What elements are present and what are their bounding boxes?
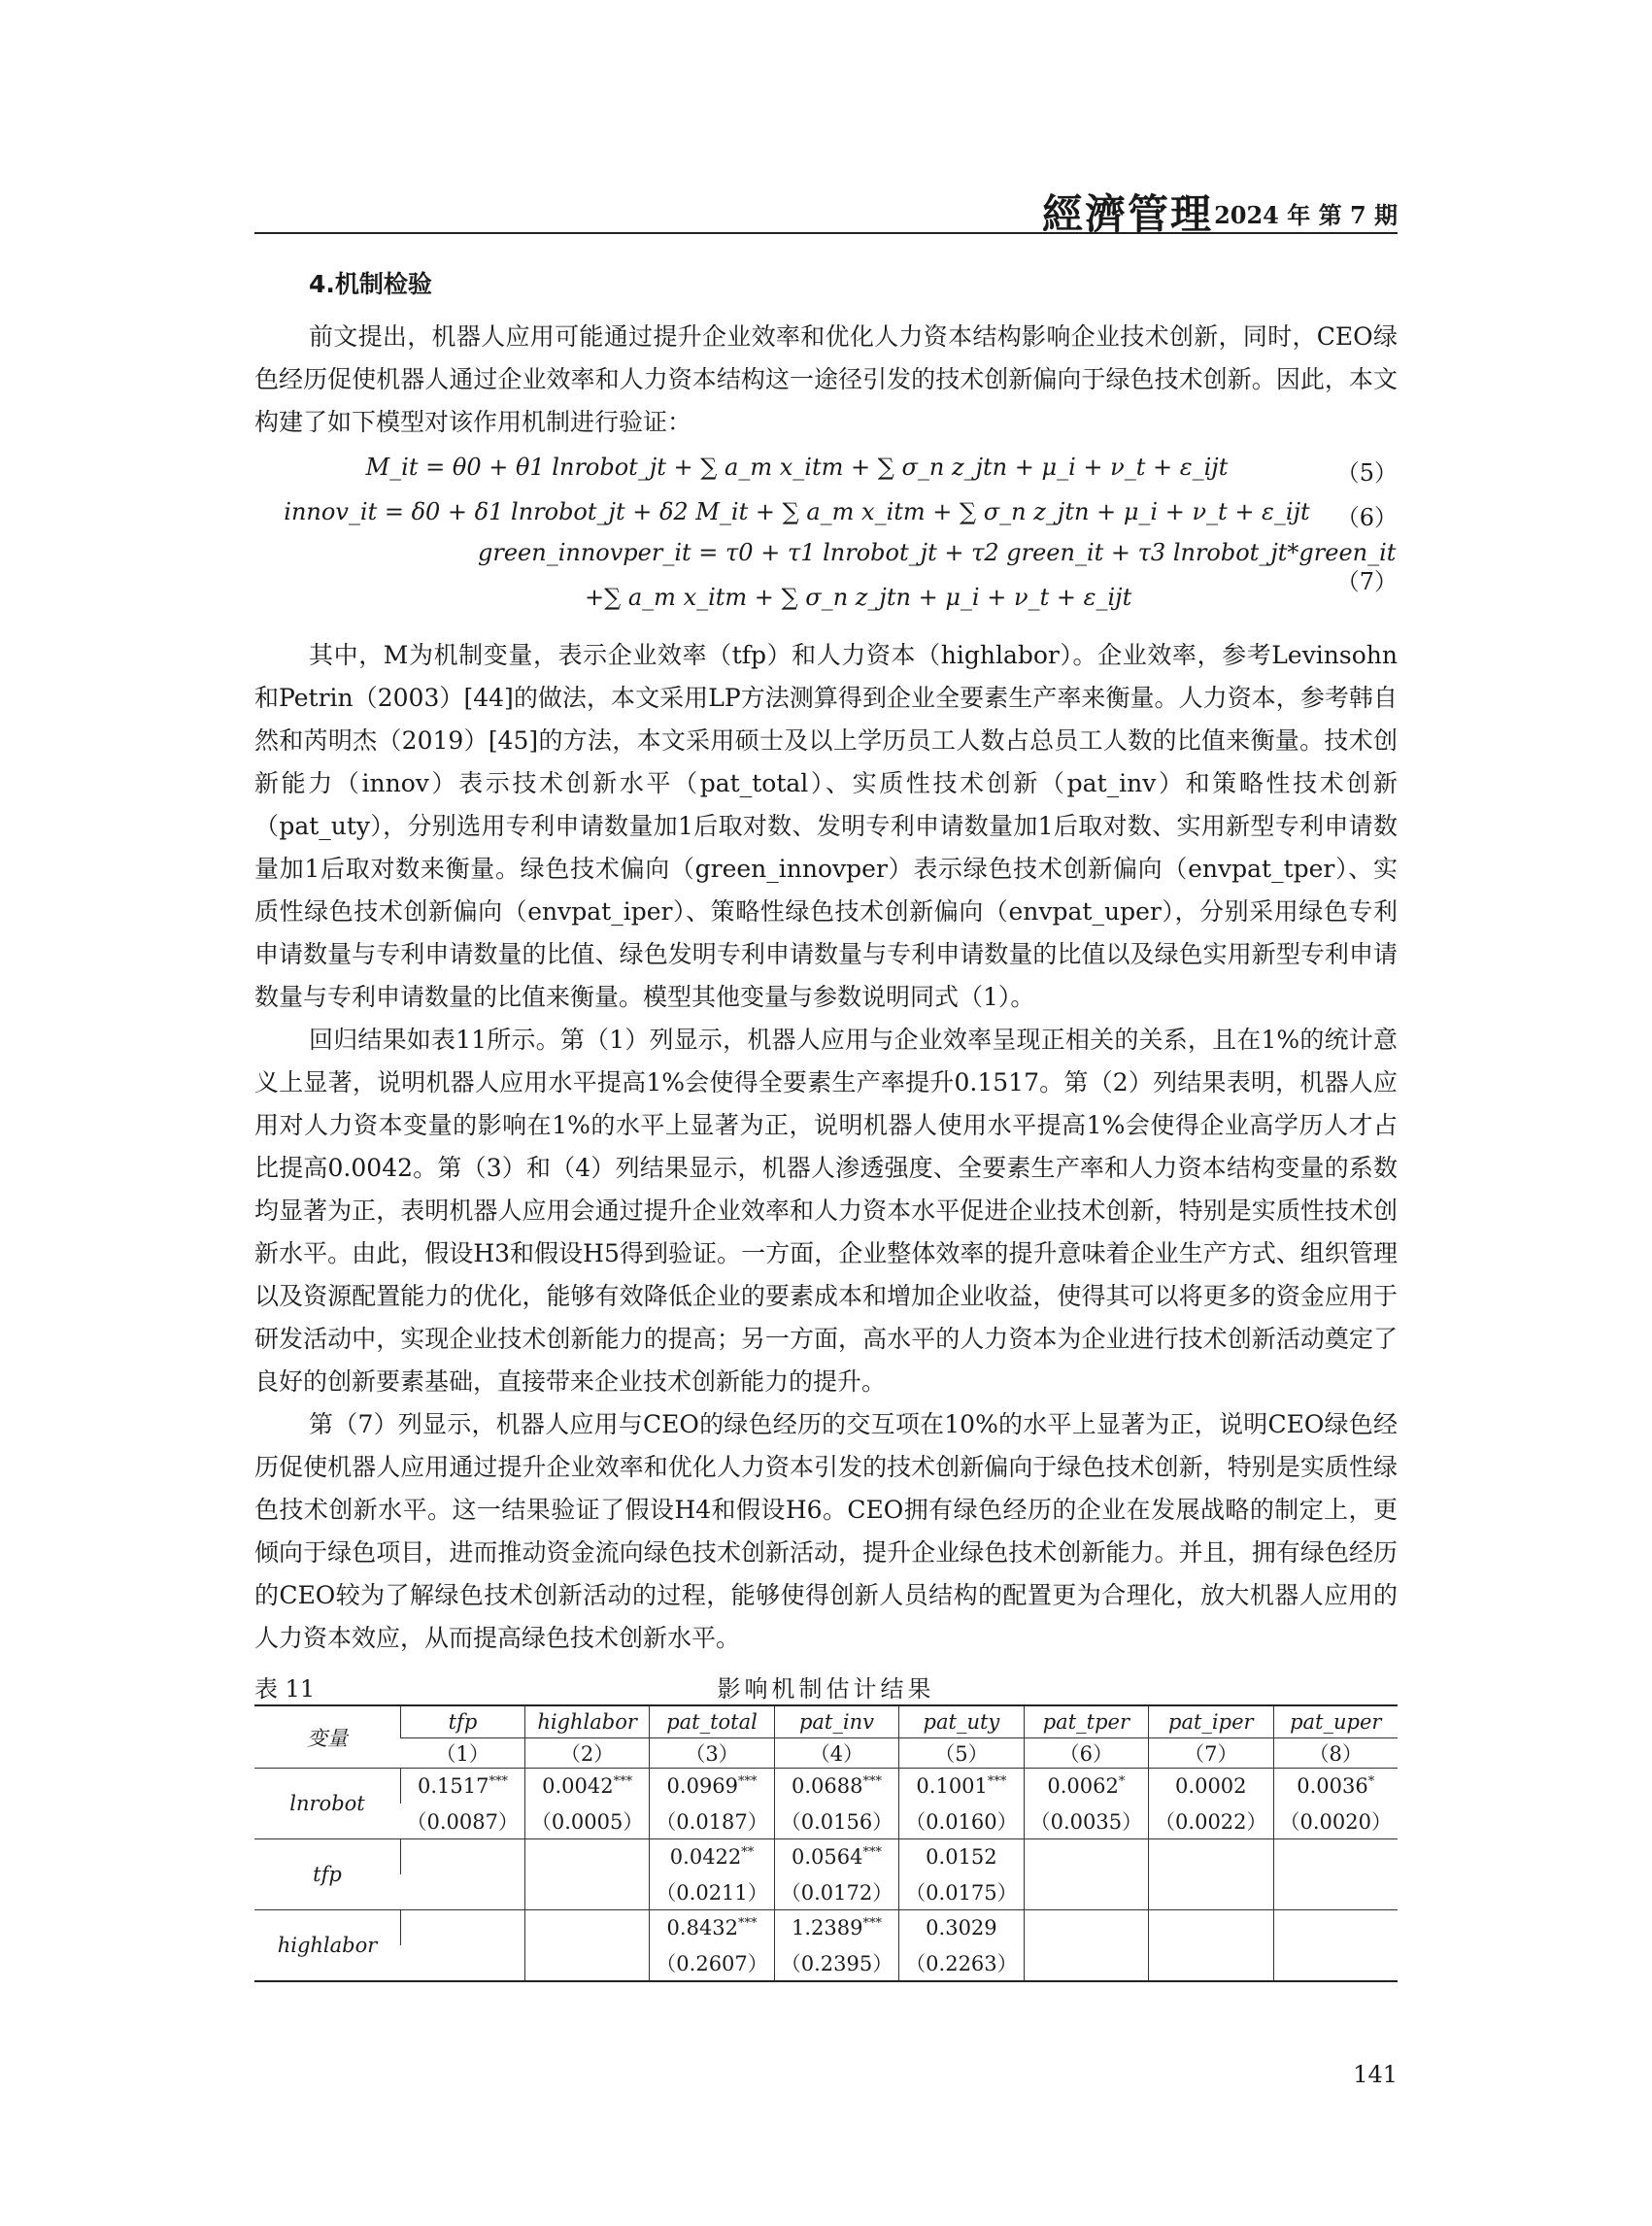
coef-cell — [1024, 1910, 1148, 1946]
coef-value: 0.0969 — [666, 1774, 739, 1798]
coef-value: 0.3029 — [926, 1916, 997, 1939]
se-cell — [1149, 1874, 1273, 1910]
coef-cell — [524, 1839, 649, 1875]
coef-value: 0.0062 — [1047, 1774, 1119, 1798]
col-number: （6） — [1024, 1738, 1148, 1769]
main-content — [254, 267, 1398, 1982]
se-cell: （0.0211） — [650, 1874, 774, 1910]
significance-stars: *** — [862, 1916, 882, 1931]
significance-stars: *** — [862, 1774, 882, 1789]
significance-stars: ** — [741, 1845, 755, 1860]
equation-6-number: （6） — [1335, 504, 1398, 531]
equations — [254, 450, 1398, 628]
journal-logo: 經濟管理 — [1041, 190, 1213, 238]
section-title: 4.机制检验 — [309, 270, 432, 298]
equation-6 — [254, 494, 1398, 539]
se-cell — [1149, 1945, 1273, 1981]
significance-stars: *** — [738, 1774, 758, 1789]
se-cell: （0.0087） — [406, 1810, 519, 1834]
equation-5 — [254, 450, 1398, 494]
se-cell — [1273, 1945, 1398, 1981]
significance-stars: *** — [613, 1774, 633, 1789]
coef-cell — [774, 1769, 898, 1804]
body-paragraph-3: 第（7）列显示，机器人应用与CEO的绿色经历的交互项在10%的水平上显著为正，说明CEO绿色经历促使机器人应用通过提升企业效率和优化人力资本引发的技术创新偏向于绿色技术创新，特别是实质性绿色技术创新水平。这一结果验证了假设H4和假设H6。CEO拥有绿色经历的企业在发展战略的制定上，更倾向于绿色项目，进而推动资金流向绿色技术创新活动，提升企业绿色技术创新能力。并且，拥有绿色经历的CEO较为了解绿色技术创新活动的过程，能够使得创新人员结构的配置更为合理化，放大机器人应用的人力资本效应，从而提高绿色技术创新水平。 — [254, 1410, 1398, 1652]
se-cell — [1024, 1945, 1148, 1981]
table-colnum-row — [254, 1738, 1398, 1769]
se-cell — [524, 1874, 649, 1910]
intro-paragraph: 前文提出，机器人应用可能通过提升企业效率和优化人力资本结构影响企业技术创新，同时，CEO绿色经历促使机器人通过企业效率和人力资本结构这一途径引发的技术创新偏向于绿色技术创新。因此，本文构建了如下模型对该作用机制进行验证： — [254, 322, 1398, 436]
col-number: （1） — [401, 1738, 525, 1769]
se-cell: （0.0187） — [650, 1804, 774, 1839]
table-caption — [254, 1666, 1398, 1704]
coef-cell — [401, 1910, 525, 1946]
table-header-row — [254, 1705, 1398, 1738]
col-header: tfp — [401, 1705, 525, 1738]
coef-cell — [524, 1769, 649, 1804]
col-header: highlabor — [524, 1705, 649, 1738]
se-cell — [524, 1945, 649, 1981]
col-number: （5） — [899, 1738, 1024, 1769]
se-cell: （0.2607） — [650, 1945, 774, 1981]
coef-cell — [1149, 1769, 1273, 1804]
row-variable: lnrobot — [254, 1769, 401, 1839]
page-number: 141 — [1353, 2061, 1398, 2088]
coef-cell — [1024, 1839, 1148, 1875]
table-row — [254, 1839, 1398, 1875]
coef-value: 1.2389 — [791, 1916, 863, 1939]
se-cell — [1273, 1874, 1398, 1910]
significance-stars: *** — [862, 1845, 882, 1860]
se-cell: （0.0160） — [899, 1804, 1024, 1839]
coef-cell — [899, 1769, 1024, 1804]
col-header: pat_uper — [1273, 1705, 1398, 1738]
coef-value: 0.1001 — [916, 1774, 988, 1798]
coef-value: 0.0688 — [791, 1774, 863, 1798]
running-header — [254, 183, 1398, 238]
se-cell — [401, 1874, 525, 1910]
coef-cell — [774, 1839, 898, 1875]
se-cell: （0.0020） — [1273, 1804, 1398, 1839]
col-header: pat_inv — [774, 1705, 898, 1738]
significance-stars: *** — [738, 1916, 758, 1931]
coef-cell — [899, 1839, 1024, 1875]
coef-value: 0.0042 — [542, 1774, 614, 1798]
row-variable: highlabor — [254, 1910, 401, 1982]
equation-5-expr: M_it = θ0 + θ1 lnrobot_jt + ∑ a_m x_itm + ∑ σ_n z_jtn + μ_i + ν_t + ε_ijt — [365, 454, 1229, 481]
journal-issue: 2024 年 第 7 期 — [1214, 201, 1398, 229]
coef-cell — [401, 1839, 525, 1875]
se-cell: （0.0172） — [774, 1874, 898, 1910]
se-cell: （0.0005） — [524, 1804, 649, 1839]
coef-value: 0.0422 — [669, 1845, 742, 1869]
coef-cell — [1149, 1910, 1273, 1946]
equation-5-number: （5） — [1335, 459, 1398, 487]
se-cell — [1024, 1874, 1148, 1910]
col-number: （7） — [1149, 1738, 1273, 1769]
col-header: pat_total — [650, 1705, 774, 1738]
table-row — [254, 1945, 1398, 1981]
coef-cell — [1273, 1769, 1398, 1804]
table-label: 表 11 — [254, 1675, 316, 1703]
equation-7-number: （7） — [1335, 568, 1398, 595]
header-rule — [254, 232, 1398, 234]
table-row — [254, 1910, 1398, 1946]
se-cell: （0.0022） — [1149, 1804, 1273, 1839]
coef-value: 0.0564 — [791, 1845, 863, 1869]
coef-cell — [401, 1769, 525, 1804]
row-variable: tfp — [254, 1839, 401, 1910]
col-number: （2） — [524, 1738, 649, 1769]
coef-cell — [650, 1769, 774, 1804]
se-cell: （0.2395） — [774, 1945, 898, 1981]
significance-stars: * — [1367, 1774, 1375, 1789]
table-title: 影响机制估计结果 — [717, 1675, 935, 1703]
coef-value: 0.0036 — [1297, 1774, 1368, 1798]
significance-stars: *** — [489, 1774, 508, 1789]
equation-7 — [254, 539, 1398, 628]
body-paragraph-1: 其中，M为机制变量，表示企业效率（tfp）和人力资本（highlabor）。企业效率，参考Levinsohn和Petrin（2003）[44]的做法，本文采用LP方法测算得到企业全要素生产率来衡量。人力资本，参考韩自然和芮明杰（2019）[45]的方法，本文采用硕士及以上学历员工人数占总员工人数的比值来衡量。技术创新能力（innov）表示技术创新水平（pat_total）、实质性技术创新（pat_inv）和策略性技术创新（pat_uty），分别选用专利申请数量加1后取对数、发明专利申请数量加1后取对数、实用新型专利申请数量加1后取对数来衡量。绿色技术偏向（green_innovper）表示绿色技术创新偏向（envpat_tper）、实质性绿色技术创新偏向（envpat_iper）、策略性绿色技术创新偏向（envpat_uper），分别采用绿色专利申请数量与专利申请数量的比值、绿色发明专利申请数量与专利申请数量的比值以及绿色实用新型专利申请数量与专利申请数量的比值来衡量。模型其他变量与参数说明同式（1）。 — [254, 641, 1398, 1011]
col-header: pat_iper — [1149, 1705, 1273, 1738]
results-table — [254, 1704, 1398, 1982]
col-number: （4） — [774, 1738, 898, 1769]
col-header: pat_tper — [1024, 1705, 1148, 1738]
coef-cell — [1024, 1769, 1148, 1804]
equation-7-line2: +∑ a_m x_itm + ∑ σ_n z_jtn + μ_i + ν_t + ε_ijt — [585, 584, 1132, 611]
col-number: （3） — [650, 1738, 774, 1769]
se-cell: （0.0175） — [899, 1874, 1024, 1910]
coef-cell — [650, 1839, 774, 1875]
coef-value: 0.0152 — [926, 1845, 997, 1869]
se-cell: （0.2263） — [899, 1945, 1024, 1981]
coef-cell — [774, 1910, 898, 1946]
coef-cell — [1273, 1839, 1398, 1875]
equation-6-expr: innov_it = δ0 + δ1 lnrobot_jt + δ2 M_it + ∑ a_m x_itm + ∑ σ_n z_jtn + μ_i + ν_t + ε_ijt — [284, 498, 1310, 525]
coef-cell — [1149, 1839, 1273, 1875]
table-body — [254, 1769, 1398, 1982]
significance-stars: *** — [987, 1774, 1007, 1789]
coef-cell — [899, 1910, 1024, 1946]
body-paragraph-2: 回归结果如表11所示。第（1）列显示，机器人应用与企业效率呈现正相关的关系，且在1%的统计意义上显著，说明机器人应用水平提高1%会使得全要素生产率提升0.1517。第（2）列结果表明，机器人应用对人力资本变量的影响在1%的水平上显著为正，说明机器人使用水平提高1%会使得企业高学历人才占比提高0.0042。第（3）和（4）列结果显示，机器人渗透强度、全要素生产率和人力资本结构变量的系数均显著为正，表明机器人应用会通过提升企业效率和人力资本水平促进企业技术创新，特别是实质性技术创新水平。由此，假设H3和假设H5得到验证。一方面，企业整体效率的提升意味着企业生产方式、组织管理以及资源配置能力的优化，能够有效降低企业的要素成本和增加企业收益，使得其可以将更多的资金应用于研发活动中，实现企业技术创新能力的提高；另一方面，高水平的人力资本为企业进行技术创新活动奠定了良好的创新要素基础，直接带来企业技术创新能力的提升。 — [254, 1026, 1398, 1396]
col-number: （8） — [1273, 1738, 1398, 1769]
coef-value: 0.8432 — [666, 1916, 739, 1939]
table-row — [254, 1769, 1398, 1804]
coef-cell — [524, 1910, 649, 1946]
coef-value: 0.0002 — [1175, 1774, 1247, 1798]
significance-stars: * — [1118, 1774, 1126, 1789]
coef-cell — [1273, 1910, 1398, 1946]
col-header: pat_uty — [899, 1705, 1024, 1738]
table-row — [254, 1804, 1398, 1839]
coef-cell — [650, 1910, 774, 1946]
coef-value: 0.1517 — [417, 1774, 489, 1798]
table-row — [254, 1874, 1398, 1910]
se-cell: （0.0156） — [774, 1804, 898, 1839]
se-cell: （0.0035） — [1024, 1804, 1148, 1839]
se-cell — [401, 1945, 525, 1981]
var-header: 变量 — [254, 1705, 401, 1769]
equation-7-line1: green_innovper_it = τ0 + τ1 lnrobot_jt + τ2 green_it + τ3 lnrobot_jt*green_it — [478, 539, 1397, 566]
